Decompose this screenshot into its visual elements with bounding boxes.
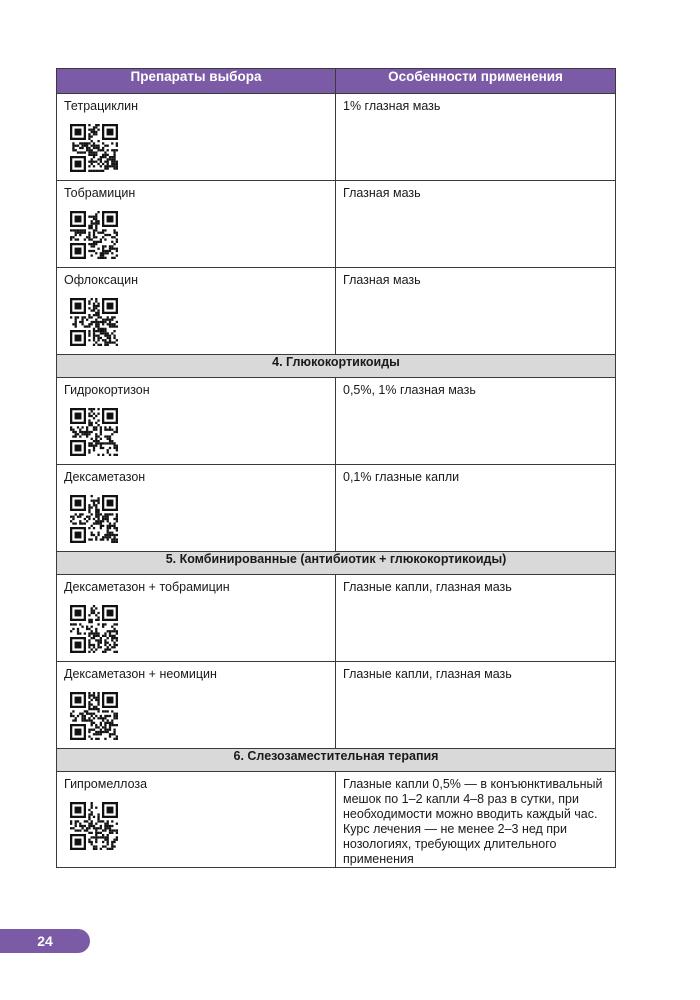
section-row	[57, 552, 616, 575]
qr-code-icon[interactable]	[64, 605, 328, 653]
qr-code-icon[interactable]	[64, 124, 328, 172]
drug-cell	[57, 662, 336, 749]
qr-code-graphic	[70, 495, 118, 543]
drug-cell	[57, 181, 336, 268]
drug-name: Дексаметазон	[64, 470, 146, 484]
section-title: 6. Слезозаместительная терапия	[57, 749, 616, 772]
page-number-tab	[0, 929, 90, 953]
drug-cell	[57, 378, 336, 465]
table-header-row	[57, 69, 616, 94]
qr-code-graphic	[70, 211, 118, 259]
usage-cell	[336, 268, 616, 355]
header-drugs: Препараты выбора	[57, 69, 336, 94]
drug-name: Дексаметазон + неомицин	[64, 667, 217, 681]
page-number: 24	[37, 933, 53, 949]
table-row	[57, 662, 616, 749]
drug-name: Дексаметазон + тобрамицин	[64, 580, 230, 594]
qr-code-graphic	[70, 298, 118, 346]
usage-cell	[336, 662, 616, 749]
usage-cell	[336, 181, 616, 268]
qr-code-graphic	[70, 605, 118, 653]
table-row	[57, 268, 616, 355]
usage-cell	[336, 465, 616, 552]
usage-cell	[336, 94, 616, 181]
drug-cell	[57, 94, 336, 181]
table-row	[57, 378, 616, 465]
qr-code-icon[interactable]	[64, 802, 328, 850]
drug-name: Офлоксацин	[64, 273, 138, 287]
qr-code-graphic	[70, 692, 118, 740]
qr-code-icon[interactable]	[64, 408, 328, 456]
qr-code-icon[interactable]	[64, 211, 328, 259]
header-usage: Особенности применения	[336, 69, 616, 94]
qr-code-icon[interactable]	[64, 692, 328, 740]
drug-cell	[57, 575, 336, 662]
table-row	[57, 575, 616, 662]
drug-name: Тобрамицин	[64, 186, 136, 200]
table-row	[57, 181, 616, 268]
section-row	[57, 749, 616, 772]
table-row	[57, 94, 616, 181]
section-title: 4. Глюкокортикоиды	[57, 355, 616, 378]
qr-code-icon[interactable]	[64, 298, 328, 346]
qr-code-graphic	[70, 124, 118, 172]
drug-name: Гипромеллоза	[64, 777, 148, 791]
usage-note: 0,1% глазные капли	[343, 470, 460, 484]
drug-table	[56, 68, 616, 868]
usage-note: Глазная мазь	[343, 273, 421, 287]
drug-cell	[57, 268, 336, 355]
usage-cell	[336, 772, 616, 868]
drug-cell	[57, 465, 336, 552]
usage-note: Глазная мазь	[343, 186, 421, 200]
usage-cell	[336, 575, 616, 662]
table-row	[57, 772, 616, 868]
qr-code-graphic	[70, 802, 118, 850]
usage-note: Глазные капли, глазная мазь	[343, 580, 512, 594]
usage-note: 1% глазная мазь	[343, 99, 441, 113]
usage-note: Глазные капли, глазная мазь	[343, 667, 512, 681]
drug-cell	[57, 772, 336, 868]
drug-name: Гидрокортизон	[64, 383, 150, 397]
table-row	[57, 465, 616, 552]
section-row	[57, 355, 616, 378]
usage-cell	[336, 378, 616, 465]
usage-note: Глазные капли 0,5% — в конъюнктивальный мешок по 1–2 капли 4–8 раз в сутки, при необходимости можно вводить каждый час. Курс лечения — не менее 2–3 нед при нозологиях, требующих длительного применения	[343, 777, 603, 866]
qr-code-graphic	[70, 408, 118, 456]
qr-code-icon[interactable]	[64, 495, 328, 543]
drug-name: Тетрациклин	[64, 99, 139, 113]
section-title: 5. Комбинированные (антибиотик + глюкокортикоиды)	[57, 552, 616, 575]
usage-note: 0,5%, 1% глазная мазь	[343, 383, 476, 397]
